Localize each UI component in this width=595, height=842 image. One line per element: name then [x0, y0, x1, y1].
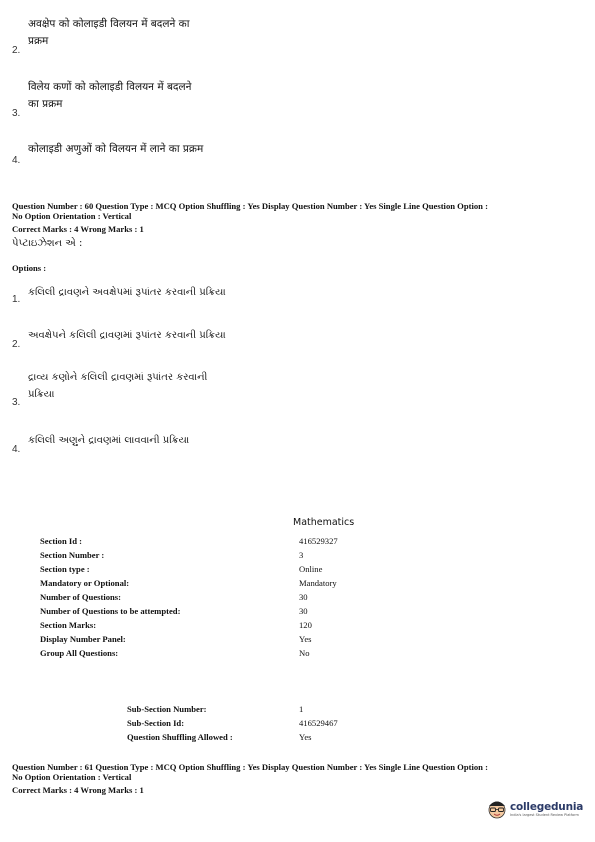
subsection-row-value: 1	[299, 704, 304, 714]
prev-option-3-text: विलेय कणों को कोलाइडी विलयन में बदलने का प्रक्रम	[28, 81, 192, 110]
section-row-label: Mandatory or Optional:	[40, 578, 130, 588]
logo-name: collegedunia	[510, 801, 584, 813]
section-row-label: Section Marks:	[40, 620, 97, 630]
section-row-value: Online	[299, 564, 323, 574]
prev-option-3-number: 3.	[12, 108, 21, 119]
section-row-value: Mandatory	[299, 578, 337, 588]
question-61-meta	[12, 762, 584, 782]
section-row-label: Display Number Panel:	[40, 634, 126, 644]
question-61-meta-line1: Question Number : 61 Question Type : MCQ Option Shuffling : Yes Display Question Number : Yes Single Line Question Option :	[12, 762, 488, 772]
section-row-value: 30	[299, 592, 308, 602]
subsection-row-label: Sub-Section Id:	[127, 718, 185, 728]
subsection-row-label: Question Shuffling Allowed :	[127, 732, 233, 742]
subsection-row-value: Yes	[299, 732, 312, 742]
q60-option-4-number: 4.	[12, 444, 21, 455]
logo-tagline: India's largest Student Review Platform	[510, 813, 579, 817]
section-row-value: 3	[299, 550, 304, 560]
section-row-label: Section type :	[40, 564, 90, 574]
prev-option-2-text: अवक्षेप को कोलाइडी विलयन में बदलने का प्रक्रम	[28, 18, 190, 47]
q60-option-2-number: 2.	[12, 339, 21, 350]
section-row-label: Section Number :	[40, 550, 105, 560]
mascot-icon	[486, 797, 508, 821]
question-61-meta-line2: No Option Orientation : Vertical	[12, 772, 132, 782]
section-row-value: 120	[299, 620, 312, 630]
prev-option-4-number: 4.	[12, 155, 21, 166]
prev-option-2-number: 2.	[12, 45, 21, 56]
subsection-row-value: 416529467	[299, 718, 338, 728]
question-60-meta-line1: Question Number : 60 Question Type : MCQ Option Shuffling : Yes Display Question Number : Yes Single Line Question Option :	[12, 201, 488, 211]
q60-option-3-text: દ્રાવ્ય કણોને કલિલી દ્રાવણમાં રૂપાંતર કરવાની પ્રક્રિયા	[28, 372, 208, 400]
section-row-label: Group All Questions:	[40, 648, 119, 658]
collegedunia-logo	[486, 797, 583, 821]
question-60-meta	[12, 201, 584, 221]
section-row-value: 30	[299, 606, 308, 616]
options-label: Options :	[12, 263, 47, 273]
q60-option-1-text: કલિલી દ્રાવણને અવક્ષેપમાં રૂપાંતર કરવાની પ્રક્રિયા	[28, 287, 226, 298]
section-row-value: 416529327	[299, 536, 338, 546]
prev-option-4-text: कोलाइडी अणुओं को विलयन में लाने का प्रक्रम	[28, 143, 204, 155]
question-61-marks: Correct Marks : 4 Wrong Marks : 1	[12, 785, 144, 795]
q60-option-1-number: 1.	[12, 294, 21, 305]
question-60-marks: Correct Marks : 4 Wrong Marks : 1	[12, 224, 144, 234]
section-title: Mathematics	[293, 517, 355, 528]
section-row-value: No	[299, 648, 310, 658]
question-60-meta-line2: No Option Orientation : Vertical	[12, 211, 132, 221]
section-row-value: Yes	[299, 634, 312, 644]
section-row-label: Section Id :	[40, 536, 83, 546]
section-row-label: Number of Questions:	[40, 592, 122, 602]
q60-option-3-number: 3.	[12, 397, 21, 408]
q60-option-4-text: કલિલી અણુને દ્રાવણમાં લાવવાની પ્રક્રિયા	[28, 435, 190, 446]
question-60-text: પેપ્ટાઇઝેશન એ :	[12, 238, 83, 249]
subsection-row-label: Sub-Section Number:	[127, 704, 207, 714]
q60-option-2-text: અવક્ષેપને કલિલી દ્રાવણમાં રૂપાંતર કરવાની પ્રક્રિયા	[28, 330, 226, 341]
section-row-label: Number of Questions to be attempted:	[40, 606, 181, 616]
